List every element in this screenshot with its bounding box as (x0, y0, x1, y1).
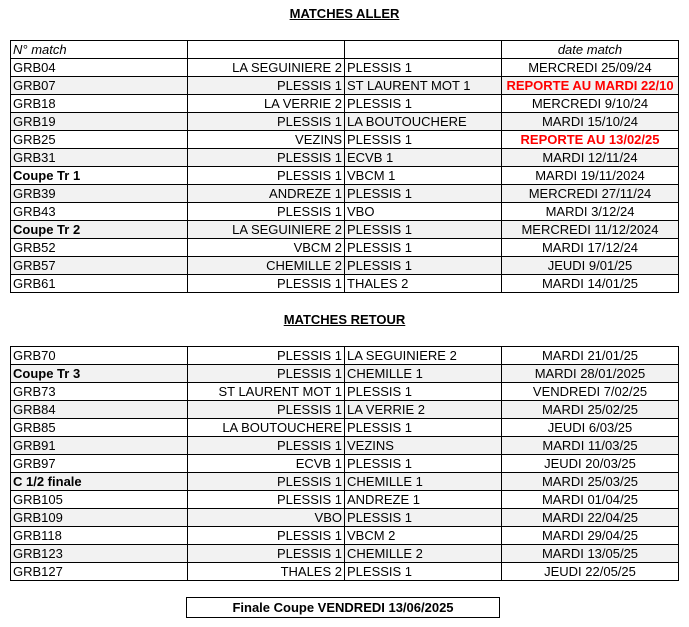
match-id: GRB04 (11, 59, 188, 77)
match-date: MERCREDI 11/12/2024 (502, 221, 679, 239)
home-team: PLESSIS 1 (188, 77, 345, 95)
home-team: LA SEGUINIERE 2 (188, 221, 345, 239)
table-row (11, 203, 679, 221)
home-team: CHEMILLE 2 (188, 257, 345, 275)
match-id: GRB73 (11, 383, 188, 401)
match-date: JEUDI 9/01/25 (502, 257, 679, 275)
match-id: GRB57 (11, 257, 188, 275)
home-team: PLESSIS 1 (188, 365, 345, 383)
match-date: MARDI 21/01/25 (502, 347, 679, 365)
away-team: CHEMILLE 1 (345, 365, 502, 383)
match-date: REPORTE AU MARDI 22/10 (502, 77, 679, 95)
match-date: MARDI 29/04/25 (502, 527, 679, 545)
match-id: GRB127 (11, 563, 188, 581)
home-team: LA BOUTOUCHERE (188, 419, 345, 437)
table-row (11, 239, 679, 257)
match-date: MARDI 25/02/25 (502, 401, 679, 419)
home-team: PLESSIS 1 (188, 149, 345, 167)
away-team: VBCM 1 (345, 167, 502, 185)
table-row (11, 455, 679, 473)
table-row (11, 257, 679, 275)
away-team: CHEMILLE 1 (345, 473, 502, 491)
away-team: ECVB 1 (345, 149, 502, 167)
table-row (11, 59, 679, 77)
header-date: date match (502, 41, 679, 59)
table-row (11, 473, 679, 491)
home-team: PLESSIS 1 (188, 401, 345, 419)
match-date: MARDI 28/01/2025 (502, 365, 679, 383)
match-id: GRB18 (11, 95, 188, 113)
table-row (11, 419, 679, 437)
home-team: PLESSIS 1 (188, 347, 345, 365)
match-id: C 1/2 finale (11, 473, 188, 491)
table-row (11, 149, 679, 167)
table-row (11, 185, 679, 203)
table-row (11, 491, 679, 509)
away-team: LA SEGUINIERE 2 (345, 347, 502, 365)
table-row (11, 77, 679, 95)
match-id: Coupe Tr 3 (11, 365, 188, 383)
match-id: GRB105 (11, 491, 188, 509)
table-row (11, 221, 679, 239)
match-date: MARDI 22/04/25 (502, 509, 679, 527)
header-home (188, 41, 345, 59)
away-team: PLESSIS 1 (345, 221, 502, 239)
table-matches-aller (10, 40, 679, 293)
away-team: PLESSIS 1 (345, 95, 502, 113)
home-team: LA VERRIE 2 (188, 95, 345, 113)
away-team: PLESSIS 1 (345, 131, 502, 149)
table-row (11, 113, 679, 131)
match-id: GRB97 (11, 455, 188, 473)
away-team: ST LAURENT MOT 1 (345, 77, 502, 95)
table-row (11, 365, 679, 383)
table-row (11, 401, 679, 419)
home-team: PLESSIS 1 (188, 113, 345, 131)
match-id: GRB123 (11, 545, 188, 563)
table-row (11, 275, 679, 293)
match-id: GRB84 (11, 401, 188, 419)
table-row (11, 131, 679, 149)
home-team: ST LAURENT MOT 1 (188, 383, 345, 401)
table-row (11, 563, 679, 581)
away-team: CHEMILLE 2 (345, 545, 502, 563)
match-id: GRB91 (11, 437, 188, 455)
match-date: JEUDI 20/03/25 (502, 455, 679, 473)
home-team: PLESSIS 1 (188, 473, 345, 491)
match-id: GRB52 (11, 239, 188, 257)
table-row (11, 167, 679, 185)
away-team: VEZINS (345, 437, 502, 455)
match-id: GRB61 (11, 275, 188, 293)
table-header-row (11, 41, 679, 59)
away-team: VBO (345, 203, 502, 221)
home-team: ANDREZE 1 (188, 185, 345, 203)
match-date: JEUDI 22/05/25 (502, 563, 679, 581)
match-date: MARDI 14/01/25 (502, 275, 679, 293)
match-id: GRB43 (11, 203, 188, 221)
match-id: Coupe Tr 2 (11, 221, 188, 239)
home-team: PLESSIS 1 (188, 527, 345, 545)
match-date: REPORTE AU 13/02/25 (502, 131, 679, 149)
away-team: PLESSIS 1 (345, 509, 502, 527)
table-row (11, 95, 679, 113)
away-team: PLESSIS 1 (345, 257, 502, 275)
title-matches-aller: MATCHES ALLER (289, 6, 400, 21)
match-date: MARDI 12/11/24 (502, 149, 679, 167)
home-team: PLESSIS 1 (188, 491, 345, 509)
table-row (11, 545, 679, 563)
home-team: VBCM 2 (188, 239, 345, 257)
away-team: PLESSIS 1 (345, 383, 502, 401)
match-date: MERCREDI 9/10/24 (502, 95, 679, 113)
match-date: MERCREDI 25/09/24 (502, 59, 679, 77)
table-row (11, 509, 679, 527)
match-id: GRB118 (11, 527, 188, 545)
away-team: LA VERRIE 2 (345, 401, 502, 419)
match-date: JEUDI 6/03/25 (502, 419, 679, 437)
match-id: GRB25 (11, 131, 188, 149)
home-team: THALES 2 (188, 563, 345, 581)
match-date: MARDI 13/05/25 (502, 545, 679, 563)
away-team: VBCM 2 (345, 527, 502, 545)
away-team: PLESSIS 1 (345, 185, 502, 203)
header-match-number: N° match (11, 41, 188, 59)
match-id: GRB19 (11, 113, 188, 131)
home-team: VBO (188, 509, 345, 527)
away-team: PLESSIS 1 (345, 455, 502, 473)
match-date: MERCREDI 27/11/24 (502, 185, 679, 203)
table-row (11, 527, 679, 545)
match-id: GRB31 (11, 149, 188, 167)
away-team: PLESSIS 1 (345, 563, 502, 581)
table-matches-retour (10, 346, 679, 581)
home-team: LA SEGUINIERE 2 (188, 59, 345, 77)
match-id: GRB70 (11, 347, 188, 365)
match-date: MARDI 25/03/25 (502, 473, 679, 491)
match-date: VENDREDI 7/02/25 (502, 383, 679, 401)
home-team: PLESSIS 1 (188, 167, 345, 185)
header-away (345, 41, 502, 59)
match-date: MARDI 3/12/24 (502, 203, 679, 221)
away-team: THALES 2 (345, 275, 502, 293)
away-team: PLESSIS 1 (345, 239, 502, 257)
home-team: PLESSIS 1 (188, 545, 345, 563)
match-id: GRB85 (11, 419, 188, 437)
home-team: VEZINS (188, 131, 345, 149)
match-id: Coupe Tr 1 (11, 167, 188, 185)
match-date: MARDI 17/12/24 (502, 239, 679, 257)
home-team: PLESSIS 1 (188, 437, 345, 455)
match-id: GRB39 (11, 185, 188, 203)
home-team: ECVB 1 (188, 455, 345, 473)
match-date: MARDI 19/11/2024 (502, 167, 679, 185)
match-date: MARDI 01/04/25 (502, 491, 679, 509)
home-team: PLESSIS 1 (188, 203, 345, 221)
match-date: MARDI 11/03/25 (502, 437, 679, 455)
table-row (11, 383, 679, 401)
home-team: PLESSIS 1 (188, 275, 345, 293)
away-team: ANDREZE 1 (345, 491, 502, 509)
table-row (11, 437, 679, 455)
table-row (11, 347, 679, 365)
match-id: GRB07 (11, 77, 188, 95)
title-matches-retour: MATCHES RETOUR (283, 312, 406, 327)
away-team: PLESSIS 1 (345, 59, 502, 77)
away-team: LA BOUTOUCHERE (345, 113, 502, 131)
match-id: GRB109 (11, 509, 188, 527)
away-team: PLESSIS 1 (345, 419, 502, 437)
match-date: MARDI 15/10/24 (502, 113, 679, 131)
final-coupe-box: Finale Coupe VENDREDI 13/06/2025 (186, 597, 500, 618)
